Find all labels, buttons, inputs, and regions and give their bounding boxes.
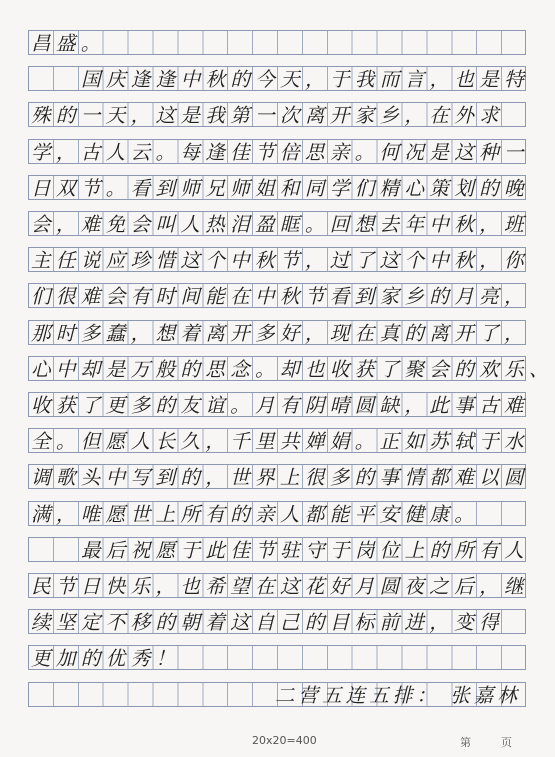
essay-line: 学，古人云。每逢佳节倍思亲。何况是这种一 xyxy=(31,140,529,164)
grid-row xyxy=(28,320,529,345)
page-prefix: 第 xyxy=(460,736,471,749)
grid-row xyxy=(28,428,529,454)
grid-row xyxy=(28,501,526,526)
writing-grid xyxy=(28,30,554,720)
grid-row xyxy=(28,537,530,562)
page-suffix: 页 xyxy=(501,736,512,749)
grid-row xyxy=(28,682,526,707)
essay-line: 收获了更多的友谊。月有阴晴圆缺，此事古难 xyxy=(31,394,529,417)
essay-line: 那时多蠢，想着离开多好，现在真的离开了， xyxy=(31,321,529,345)
grid-row xyxy=(28,30,526,55)
essay-line: 殊的一天，这是我第一次离开家乡，在外求 xyxy=(31,104,504,128)
essay-line: 最后祝愿于此佳节驻守于岗位上的所有人 xyxy=(81,538,530,562)
essay-line: 满，唯愿世上所有的亲人都能平安健康。 xyxy=(31,502,480,526)
grid-row xyxy=(28,573,529,598)
grid-row xyxy=(28,175,529,200)
grid-row xyxy=(28,356,554,381)
essay-line: 调歌头中写到的，世界上很多的事情都难以圆 xyxy=(31,466,529,490)
page-number-label xyxy=(460,734,512,750)
grid-row xyxy=(28,283,529,309)
essay-line: 日双节。看到师兄师姐和同学们精心策划的晚 xyxy=(31,176,529,200)
essay-line: 续坚定不移的朝着这自己的目标前进，变得 xyxy=(31,611,504,635)
grid-row xyxy=(28,102,526,127)
essay-line: 民节日快乐，也希望在这花好月圆夜之后，继 xyxy=(31,575,529,598)
author-signature-line: 二营五连五排： 张嘉林 xyxy=(274,683,521,707)
grid-row xyxy=(28,66,530,92)
grid-row xyxy=(28,609,526,634)
grid-row xyxy=(28,139,529,164)
grid-row xyxy=(28,247,529,273)
essay-line: 国庆逢逢中秋的今天，于我而言，也是特 xyxy=(81,68,530,92)
essay-line: 更加的优秀！ xyxy=(31,647,181,671)
essay-line: 全。但愿人长久，千里共婵娟。正如苏轼于水 xyxy=(31,430,529,454)
essay-line: 会，难免会叫人热泪盈眶。回想去年中秋，班 xyxy=(31,213,529,236)
essay-line: 主任说应珍惜这个中秋节，过了这个中秋，你 xyxy=(31,249,529,273)
essay-line: 们很难会有时间能在中秋节看到家乡的月亮， xyxy=(31,285,529,309)
essay-line: 昌盛。 xyxy=(31,32,106,55)
grid-row xyxy=(28,392,529,417)
grid-size-label: 20x20=400 xyxy=(252,734,317,747)
grid-row xyxy=(28,211,529,236)
grid-row xyxy=(28,645,526,670)
grid-row xyxy=(28,464,529,490)
essay-line: 心中却是万般的思念。却也收获了聚会的欢乐、 xyxy=(31,357,554,381)
